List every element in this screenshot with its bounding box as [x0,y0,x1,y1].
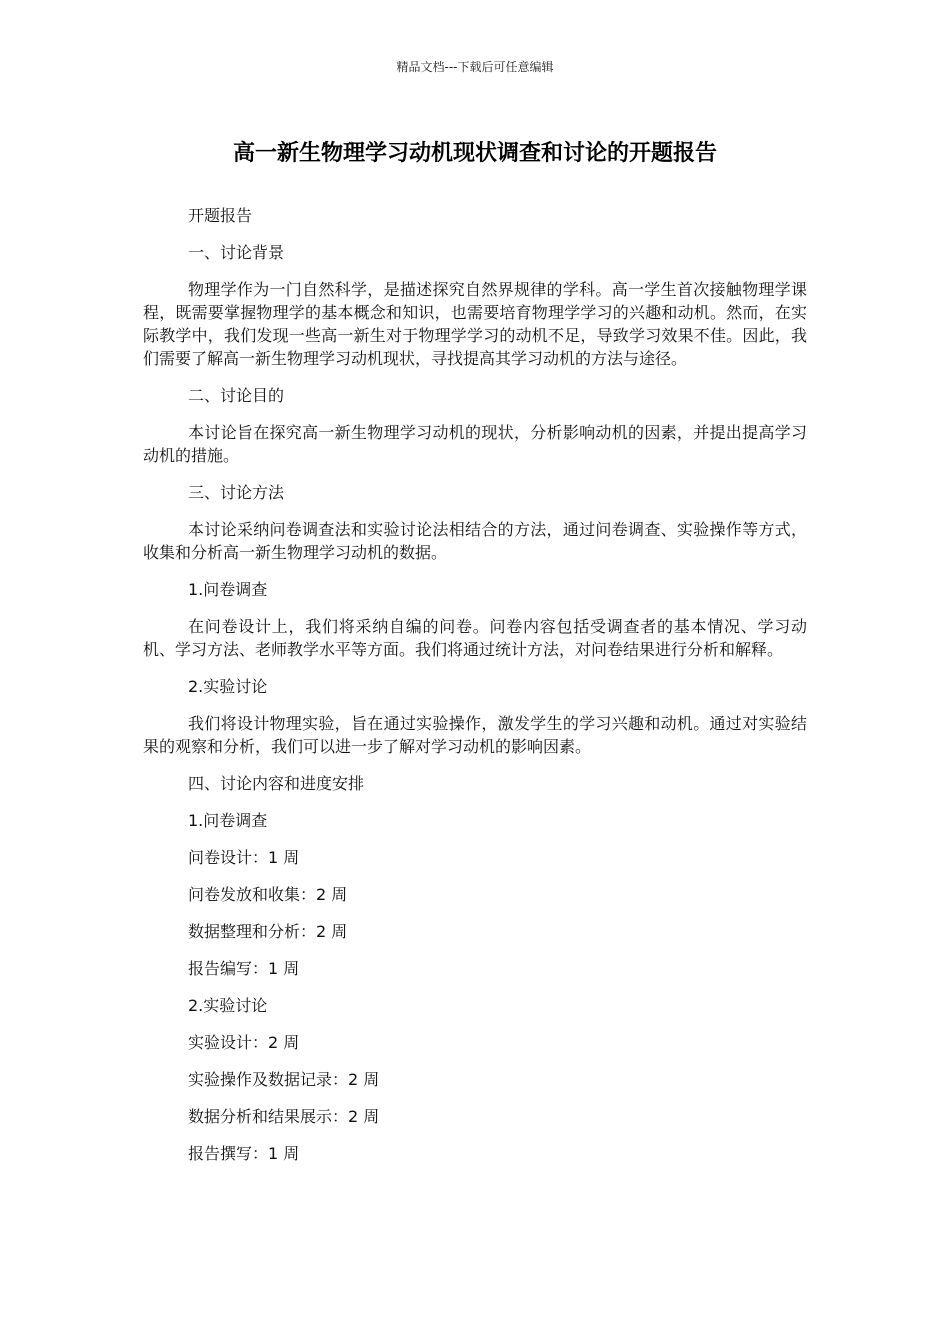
schedule-item: 实验操作及数据记录：2 周 [188,1070,380,1089]
section-heading-purpose: 二、讨论目的 [188,386,285,405]
document-title: 高一新生物理学习动机现状调查和讨论的开题报告 [232,141,717,166]
paragraph-purpose: 本讨论旨在探究高一新生物理学习动机的现状，分析影响动机的因素，并提出提高学习动机的措施。 [143,423,807,465]
schedule-item: 报告撰写：1 周 [188,1144,300,1163]
section-heading-background: 一、讨论背景 [188,243,285,262]
paragraph-experiment: 我们将设计物理实验，旨在通过实验操作，激发学生的学习兴趣和动机。通过对实验结果的观察和分析，我们可以进一步了解对学习动机的影响因素。 [143,714,807,756]
schedule-subheading-questionnaire: 1.问卷调查 [188,811,268,830]
schedule-item: 实验设计：2 周 [188,1033,300,1052]
paragraph-background: 物理学作为一门自然科学，是描述探究自然界规律的学科。高一学生首次接触物理学课程，既需要掌握物理学的基本概念和知识，也需要培育物理学学习的兴趣和动机。然而，在实际教学中，我们发现一些高一新生对于物理学学习的动机不足，导致学习效果不佳。因此，我们需要了解高一新生物理学习动机现状，寻找提高其学习动机的方法与途径。 [143,280,807,368]
subheading-questionnaire: 1.问卷调查 [188,580,268,599]
paragraph-questionnaire: 在问卷设计上，我们将采纳自编的问卷。问卷内容包括受调查者的基本情况、学习动机、学习方法、老师教学水平等方面。我们将通过统计方法，对问卷结果进行分析和解释。 [143,617,807,659]
section-heading-schedule: 四、讨论内容和进度安排 [188,774,365,793]
paragraph-method: 本讨论采纳问卷调查法和实验讨论法相结合的方法，通过问卷调查、实验操作等方式，收集和分析高一新生物理学习动机的数据。 [143,520,807,562]
section-heading-method: 三、讨论方法 [188,483,285,502]
schedule-item: 报告编写：1 周 [188,959,300,978]
schedule-item: 数据分析和结果展示：2 周 [188,1107,380,1126]
document-body [143,204,807,1179]
header-note: 精品文档---下载后可任意编辑 [396,60,554,74]
subheading-experiment: 2.实验讨论 [188,677,268,696]
schedule-subheading-experiment: 2.实验讨论 [188,996,268,1015]
schedule-item: 数据整理和分析：2 周 [188,922,348,941]
schedule-item: 问卷发放和收集：2 周 [188,885,348,904]
schedule-item: 问卷设计：1 周 [188,848,300,867]
heading-proposal: 开题报告 [188,206,253,225]
